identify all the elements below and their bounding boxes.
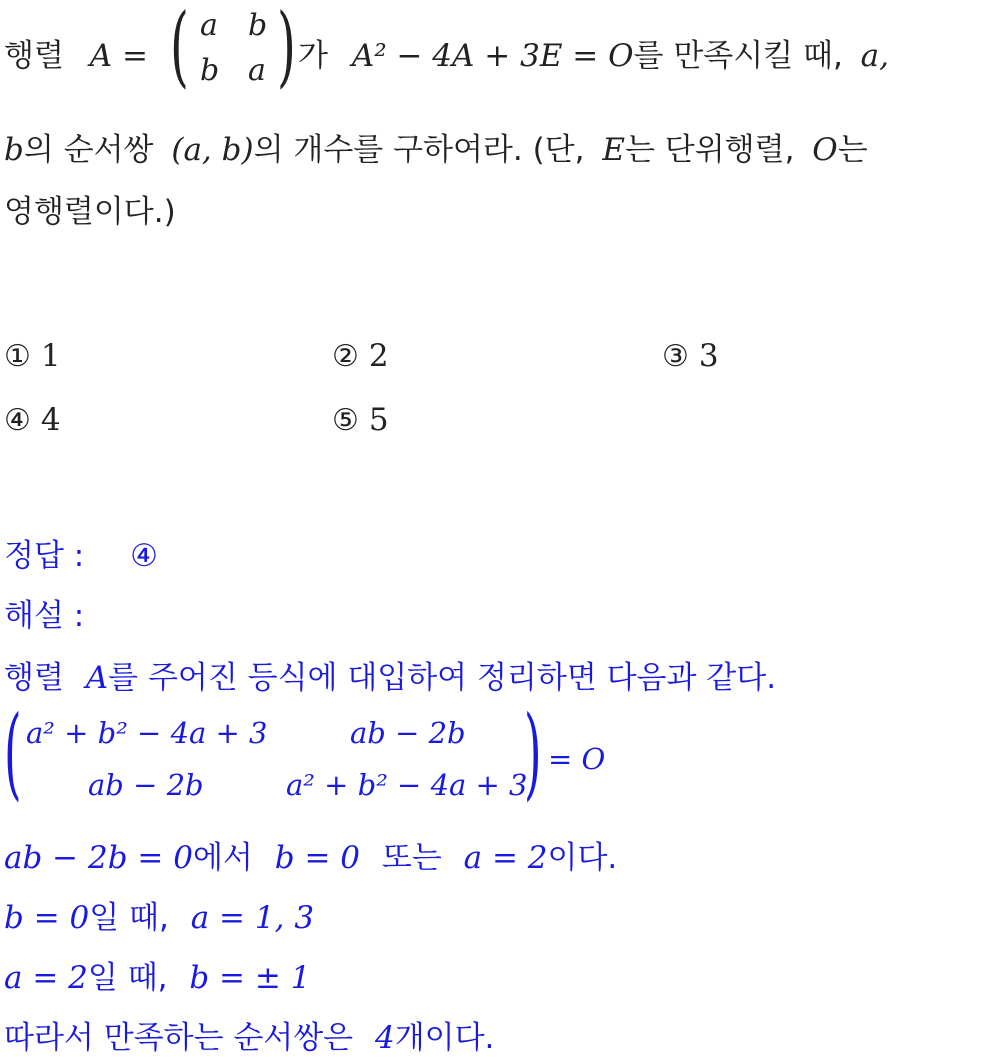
choice-5[interactable]	[332, 402, 389, 438]
choice-value: 3	[698, 338, 719, 374]
equation: ab − 2b = 0	[4, 840, 193, 876]
solution-line-5	[4, 952, 310, 997]
equation: b = ± 1	[189, 960, 311, 996]
equals-sign: =	[122, 38, 148, 74]
solution-matrix	[4, 694, 624, 811]
solution-text: 이다.	[547, 840, 618, 876]
solution-text: 행렬	[4, 660, 64, 696]
solution-text: 일 때,	[89, 900, 169, 936]
matrix-name: A	[85, 660, 109, 696]
solution-line-4	[4, 892, 314, 937]
choice-number: ①	[4, 339, 31, 374]
matrix-cell: b	[200, 53, 220, 88]
solution-text: 따라서 만족하는 순서쌍은	[4, 1020, 354, 1056]
matrix-A	[170, 0, 294, 96]
question-text: 행렬	[4, 38, 64, 74]
question-text: 의 개수를 구하여라. (단,	[253, 132, 585, 168]
question-text: 는 단위행렬,	[624, 132, 795, 168]
matrix-cell: a² + b² − 4a + 3	[286, 768, 528, 802]
choice-3[interactable]	[662, 338, 719, 374]
choice-number: ③	[662, 339, 689, 374]
left-paren: (	[170, 0, 189, 97]
equation: a = 2	[463, 840, 548, 876]
question-line-3	[4, 186, 176, 231]
choice-1[interactable]	[4, 338, 61, 374]
answer-label: 정답 :	[4, 538, 85, 574]
choice-2[interactable]	[332, 338, 389, 374]
solution-line-3	[4, 832, 617, 877]
solution-label: 해설 :	[4, 598, 85, 634]
solution-text: 를 주어진 등식에 대입하여 정리하면 다음과 같다.	[108, 660, 777, 696]
answer-line	[4, 530, 158, 575]
question-line-1b	[298, 30, 889, 75]
question-text: 는	[837, 132, 868, 168]
question-text: 를 만족시킬 때,	[633, 38, 843, 74]
count-value: 4	[374, 1020, 395, 1056]
equals-zero-matrix: = O	[548, 742, 606, 776]
choice-number: ②	[332, 339, 359, 374]
solution-line-1	[4, 652, 776, 697]
choice-value: 1	[40, 338, 61, 374]
solution-text: 일 때,	[87, 960, 168, 996]
matrix-cell: ab − 2b	[350, 716, 466, 750]
right-paren: )	[524, 694, 542, 811]
equation: b = 0	[274, 840, 360, 876]
question-line-2	[4, 124, 868, 169]
variable-b: b	[4, 132, 24, 168]
variable-a: a,	[860, 38, 890, 74]
choice-4[interactable]	[4, 402, 61, 438]
matrix-name: A	[89, 38, 113, 74]
question-text: 가	[298, 38, 328, 74]
right-paren: )	[277, 0, 296, 97]
choice-number: ④	[4, 403, 31, 438]
question-text: 영행렬이다.)	[4, 194, 176, 230]
identity-symbol: E	[602, 132, 625, 168]
equation: b = 0	[4, 900, 90, 936]
equation: a = 2	[4, 960, 88, 996]
equation: a = 1, 3	[190, 900, 315, 936]
matrix-cell: a	[200, 8, 218, 43]
question-line-1	[4, 30, 148, 75]
choice-value: 2	[368, 338, 389, 374]
solution-text: 또는	[381, 840, 442, 876]
zero-symbol: O	[812, 132, 838, 168]
question-text: 의 순서쌍	[23, 132, 154, 168]
solution-text: 개이다.	[394, 1020, 495, 1056]
matrix-cell: b	[248, 8, 268, 43]
choice-number: ⑤	[332, 403, 359, 438]
choice-value: 5	[368, 402, 389, 438]
solution-label-line	[4, 590, 84, 635]
answer-value: ④	[130, 538, 158, 574]
matrix-equation: A² − 4A + 3E = O	[351, 38, 634, 74]
solution-line-6	[4, 1012, 494, 1057]
matrix-cell: a	[248, 53, 266, 88]
matrix-cell: ab − 2b	[88, 768, 204, 802]
matrix-cell: a² + b² − 4a + 3	[26, 716, 268, 750]
solution-text: 에서	[192, 840, 253, 876]
left-paren: (	[4, 694, 22, 811]
ordered-pair: (a, b)	[171, 132, 254, 168]
choice-value: 4	[40, 402, 61, 438]
